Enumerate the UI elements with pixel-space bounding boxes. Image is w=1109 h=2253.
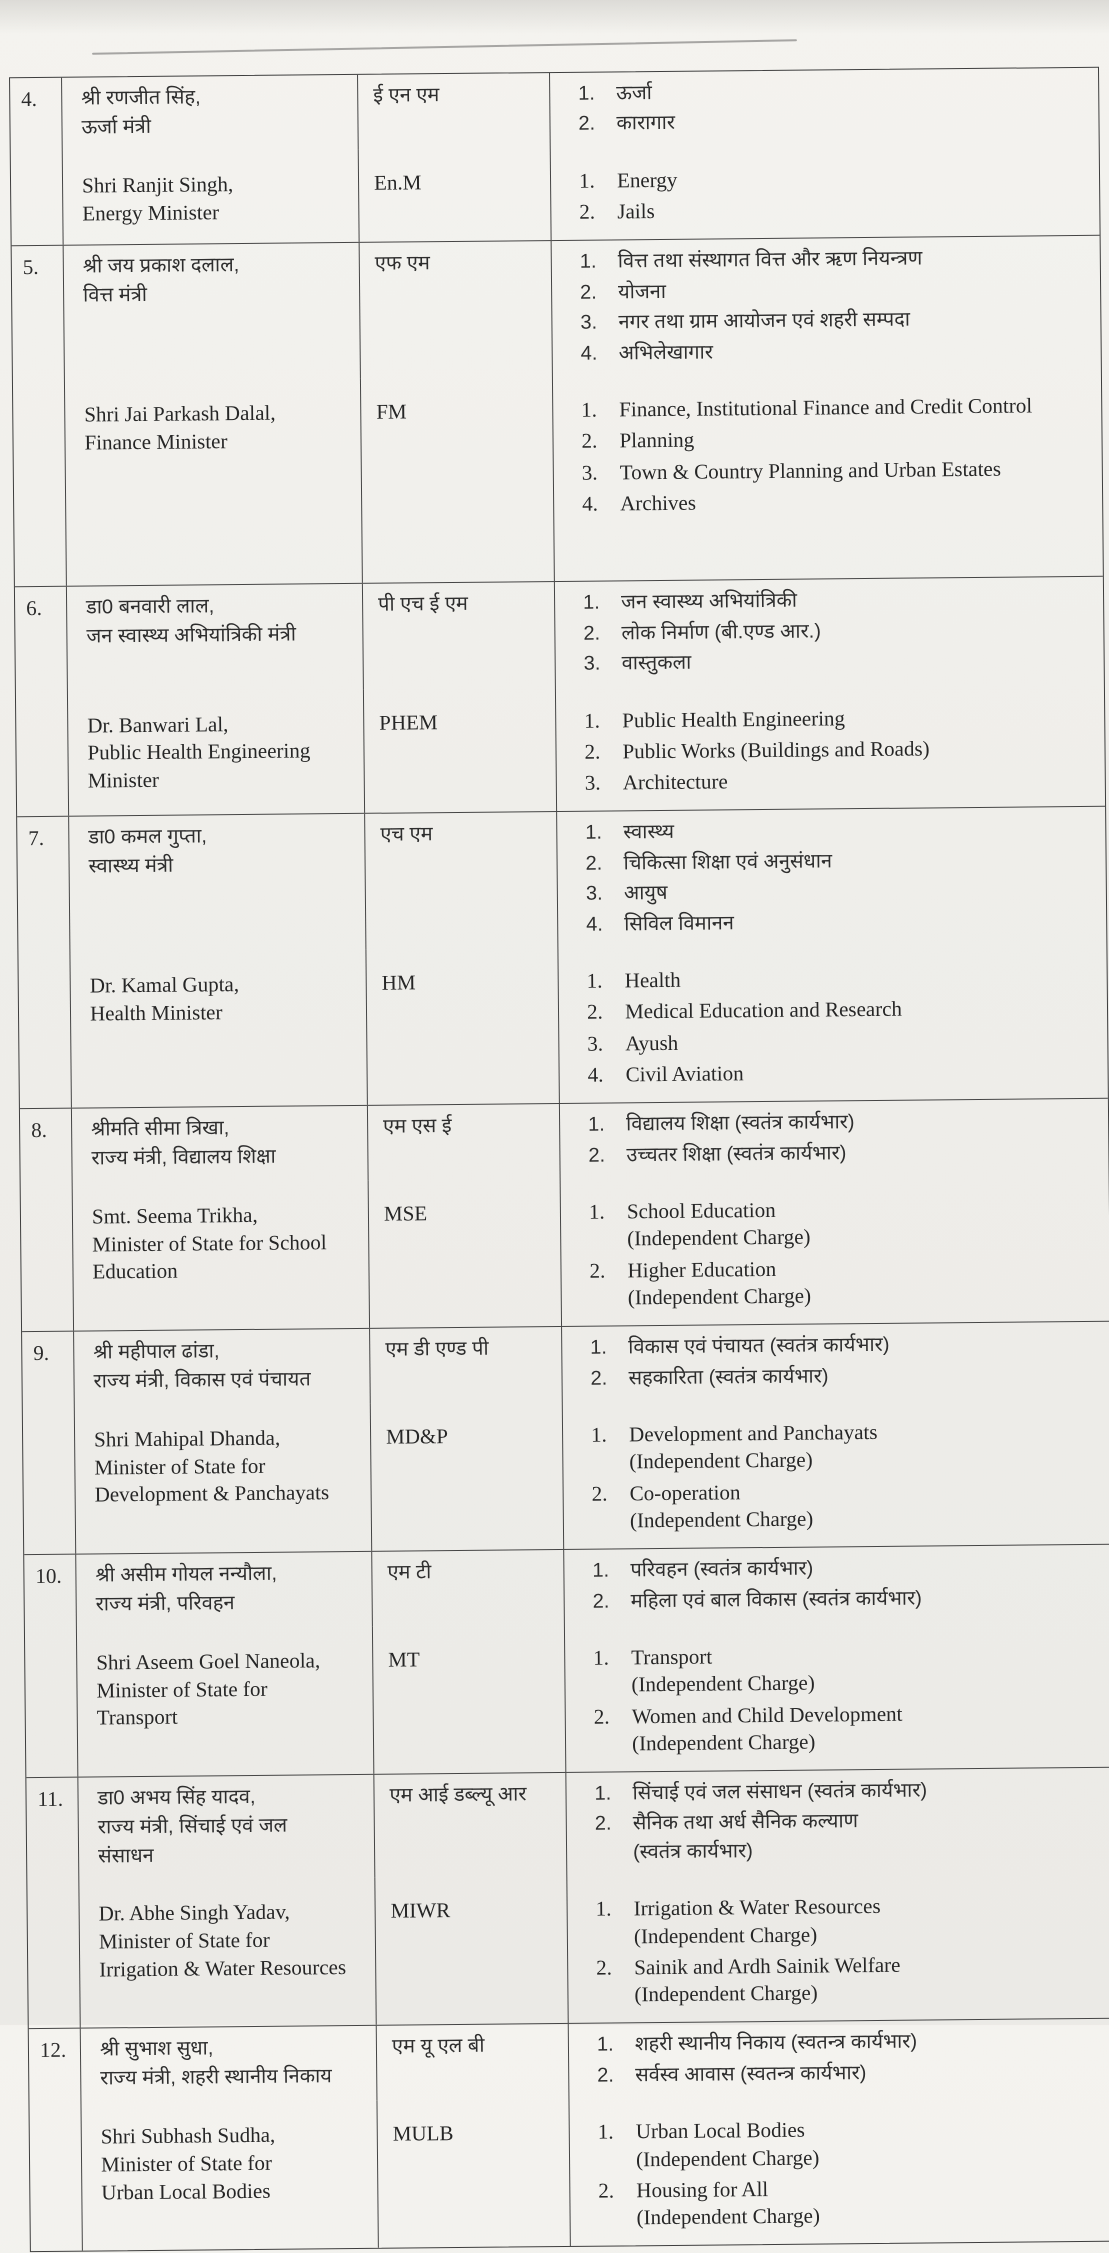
department-item: वित्त तथा संस्थागत वित्त और ऋण नियन्त्रण [617, 247, 923, 273]
departments-english-cell [553, 372, 1103, 582]
department-item: सर्वस्व आवास (स्वतन्त्र कार्यभार) [635, 2061, 867, 2087]
minister-name-english-cell [63, 150, 360, 245]
minister-row [12, 236, 1103, 587]
abbreviation-hindi-cell [372, 1550, 565, 1627]
serial-number: 9. [33, 1341, 50, 1366]
minister-row [22, 1322, 1109, 1555]
departments-hindi-cell [550, 68, 1099, 148]
departments-hindi-cell [555, 577, 1104, 687]
minister-name-hindi-cell [81, 2026, 378, 2104]
abbreviation-hindi: एच एम [380, 823, 433, 847]
department-item: Town & Country Planning and Urban Estates [619, 456, 1002, 484]
department-item: स्वास्थ्य [623, 821, 675, 844]
department-item: महिला एवं बाल विकास (स्वतंत्र कार्यभार) [630, 1587, 922, 1612]
department-item: ऊर्जा [616, 82, 653, 105]
serial-number-cell [24, 1555, 78, 1777]
minister-name-hindi: डा0 अभय सिंह यादव, राज्य मंत्री, सिंचाई एवं जल संसाधन [97, 1786, 288, 1868]
department-item: आयुष [623, 882, 668, 905]
department-item: School Education (Independent Charge) [626, 1197, 811, 1251]
departments-hindi-cell [562, 1322, 1109, 1402]
minister-name-english-cell [77, 1627, 374, 1777]
abbreviation-hindi: एफ एम [374, 252, 431, 276]
abbreviation-english: HM [381, 970, 416, 995]
minister-name-english: Shri Mahipal Dhanda, Minister of State for Development & Panchayats [93, 1425, 330, 1507]
department-item: विकास एवं पंचायत (स्वतंत्र कार्यभार) [628, 1333, 890, 1359]
serial-number-cell [15, 587, 69, 817]
minister-name-hindi: डा0 बनवारी लाल, जन स्वास्थ्य अभियांत्रिकी मंत्री [86, 595, 297, 648]
departments-english-list [579, 163, 1084, 226]
serial-number: 5. [22, 255, 39, 280]
minister-name-hindi: श्री जय प्रकाश दलाल, वित्त मंत्री [82, 254, 240, 307]
abbreviation-english-cell [364, 688, 557, 814]
departments-hindi-list [590, 1329, 1095, 1393]
departments-hindi-list [583, 584, 1088, 678]
abbreviation-english-cell [361, 377, 555, 583]
serial-number-cell [12, 246, 67, 586]
serial-number: 11. [37, 1786, 64, 1812]
serial-number-cell [29, 2029, 83, 2251]
departments-hindi-cell [552, 236, 1101, 377]
minister-name-hindi: श्री महीपाल ढांडा, राज्य मंत्री, विकास एवं पंचायत [93, 1340, 311, 1393]
departments-english-list [589, 1194, 1094, 1312]
abbreviation-hindi-cell [365, 812, 558, 949]
abbreviation-english: En.M [373, 170, 422, 195]
departments-english-list [591, 1417, 1096, 1535]
department-item: शहरी स्थानीय निकाय (स्वतन्त्र कार्यभार) [634, 2031, 918, 2056]
minister-name-hindi-cell [62, 75, 359, 153]
departments-hindi-cell [560, 1099, 1109, 1179]
minister-name-english-cell [70, 950, 367, 1108]
departments-english-list [587, 963, 1092, 1089]
abbreviation-hindi: एम यू एल बी [391, 2035, 485, 2059]
department-item: Architecture [622, 769, 728, 795]
minister-row [26, 1768, 1109, 2030]
minister-row [20, 1099, 1109, 1332]
serial-number-cell [26, 1778, 80, 2029]
abbreviation-hindi-cell [374, 1773, 567, 1878]
department-item: Public Health Engineering [622, 705, 846, 732]
minister-name-english-cell [81, 2101, 378, 2251]
scan-crease-line [92, 39, 797, 55]
serial-number: 4. [21, 86, 38, 112]
serial-number-cell [10, 78, 64, 246]
abbreviation-english-cell [359, 148, 552, 242]
department-item: Higher Education (Independent Charge) [627, 1256, 812, 1310]
abbreviation-english-cell [366, 948, 559, 1105]
abbreviation-english-cell [369, 1179, 562, 1328]
minister-name-english-cell [73, 1181, 370, 1331]
department-item: विद्यालय शिक्षा (स्वतंत्र कार्यभार) [626, 1111, 855, 1136]
department-item: कारागार [616, 112, 676, 135]
department-item: Jails [617, 199, 655, 224]
minister-name-english: Smt. Seema Trikha, Minister of State for School Education [91, 1202, 327, 1284]
department-item: Urban Local Bodies (Independent Charge) [635, 2117, 820, 2171]
minister-name-hindi-cell [69, 814, 366, 952]
abbreviation-hindi-cell [370, 1327, 563, 1404]
department-item: Archives [620, 490, 697, 516]
department-item: Planning [619, 427, 695, 453]
abbreviation-english-cell [375, 1876, 568, 2025]
abbreviation-hindi: एम एस ई [383, 1115, 452, 1138]
abbreviation-english: FM [376, 399, 407, 424]
departments-english-cell [551, 143, 1100, 241]
minister-name-english: Shri Subhash Sudha, Minister of State for Urban Local Bodies [100, 2123, 276, 2205]
departments-hindi-list [578, 75, 1083, 139]
departments-hindi-list [580, 243, 1085, 367]
departments-english-cell [569, 2094, 1109, 2246]
minister-name-hindi: डा0 कमल गुप्ता, स्वास्थ्य मंत्री [88, 825, 207, 878]
departments-english-cell [558, 943, 1107, 1103]
abbreviation-hindi: एम आई डब्ल्यू आर [389, 1783, 527, 1807]
department-item: योजना [618, 280, 667, 304]
abbreviation-english-cell [373, 1625, 566, 1774]
department-item: Housing for All (Independent Charge) [636, 2176, 821, 2230]
departments-hindi-cell [564, 1545, 1109, 1625]
minister-name-english: Shri Aseem Goel Naneola, Minister of State for Transport [96, 1648, 321, 1730]
abbreviation-hindi-cell [368, 1104, 561, 1181]
minister-name-hindi: श्रीमति सीमा त्रिखा, राज्य मंत्री, विद्यालय शिक्षा [91, 1117, 276, 1170]
minister-name-hindi-cell [78, 1775, 375, 1881]
department-item: चिकित्सा शिक्षा एवं अनुसंधान [623, 850, 833, 875]
department-item: परिवहन (स्वतंत्र कार्यभार) [630, 1557, 814, 1582]
abbreviation-english: MD&P [385, 1424, 449, 1449]
ministers-table [9, 67, 1109, 2253]
departments-english-cell [561, 1174, 1109, 1326]
abbreviation-english: MT [388, 1647, 420, 1672]
minister-name-hindi-cell [76, 1552, 373, 1630]
minister-row [24, 1545, 1109, 1778]
serial-number-cell [17, 817, 72, 1108]
minister-name-hindi-cell [74, 1329, 371, 1407]
department-item: जन स्वास्थ्य अभियांत्रिकी [620, 590, 798, 614]
minister-row [17, 807, 1108, 1109]
abbreviation-english-cell [377, 2099, 570, 2248]
departments-hindi-list [592, 1552, 1097, 1616]
department-item: अभिलेखागार [618, 341, 714, 364]
departments-english-cell [565, 1620, 1109, 1772]
minister-name-english: Shri Ranjit Singh, Energy Minister [81, 171, 234, 226]
department-item: Civil Aviation [625, 1061, 744, 1087]
department-item: Co-operation (Independent Charge) [629, 1479, 814, 1533]
abbreviation-english: MIWR [390, 1898, 451, 1923]
department-item: Irrigation & Water Resources (Independent Charge) [633, 1894, 881, 1948]
minister-name-hindi-cell [67, 584, 364, 692]
department-item: सहकारिता (स्वतंत्र कार्यभार) [628, 1364, 829, 1389]
departments-hindi-cell [566, 1768, 1109, 1876]
departments-english-cell [563, 1397, 1109, 1549]
departments-english-list [598, 2114, 1103, 2232]
abbreviation-english: MULB [392, 2121, 454, 2146]
minister-row [15, 577, 1105, 817]
minister-name-english: Dr. Banwari Lal, Public Health Engineering Minister [87, 711, 311, 793]
abbreviation-english: MSE [383, 1201, 428, 1226]
serial-number: 8. [31, 1118, 47, 1143]
minister-name-hindi: श्री असीम गोयल नन्यौला, राज्य मंत्री, परिवहन [95, 1562, 278, 1616]
department-item: लोक निर्माण (बी.एण्ड आर.) [621, 620, 822, 645]
department-item: Public Works (Buildings and Roads) [622, 736, 930, 764]
department-item: Transport (Independent Charge) [631, 1644, 815, 1697]
department-item: Women and Child Development (Independent Charge) [631, 1701, 903, 1756]
minister-name-hindi-cell [64, 243, 361, 381]
department-item: सैनिक तथा अर्ध सैनिक कल्याण (स्वतंत्र कार्यभार) [632, 1810, 859, 1864]
abbreviation-hindi-cell [360, 241, 553, 378]
serial-number-cell [22, 1332, 76, 1554]
abbreviation-hindi: एम डी एण्ड पी [385, 1337, 489, 1361]
minister-name-english-cell [75, 1404, 372, 1554]
minister-name-hindi-cell [72, 1106, 369, 1184]
departments-english-list [596, 1891, 1101, 2009]
minister-name-english: Dr. Kamal Gupta, Health Minister [89, 972, 240, 1026]
departments-hindi-list [588, 1106, 1093, 1170]
department-item: वास्तुकला [621, 651, 692, 675]
serial-number: 7. [28, 826, 45, 851]
serial-number: 12. [39, 2038, 67, 2063]
department-item: Medical Education and Research [624, 997, 903, 1024]
departments-english-cell [556, 682, 1105, 811]
department-item: सिविल विमानन [624, 911, 735, 935]
abbreviation-hindi-cell [377, 2024, 570, 2101]
serial-number: 10. [35, 1563, 62, 1589]
serial-number-cell [20, 1109, 74, 1331]
department-item: नगर तथा ग्राम आयोजन एवं शहरी सम्पदा [618, 308, 911, 334]
minister-name-english: Dr. Abhe Singh Yadav, Minister of State for Irrigation & Water Resources [98, 1899, 347, 1982]
departments-english-list [581, 392, 1086, 518]
minister-name-english-cell [68, 689, 365, 816]
departments-hindi-cell [557, 807, 1106, 948]
minister-name-english: Shri Jai Parkash Dalal, Finance Minister [84, 400, 276, 455]
abbreviation-english: PHEM [379, 709, 438, 735]
department-item: Sainik and Ardh Sainik Welfare (Independent Charge) [634, 1952, 901, 2007]
department-item: Finance, Institutional Finance and Credit Control [619, 393, 1033, 422]
departments-hindi-cell [569, 2019, 1109, 2099]
serial-number: 6. [26, 596, 42, 621]
abbreviation-hindi-cell [363, 582, 556, 689]
department-item: Ayush [625, 1030, 679, 1055]
department-item: सिंचाई एवं जल संसाधन (स्वतंत्र कार्यभार) [632, 1779, 928, 1805]
scan-edge-shadow [0, 0, 1109, 34]
abbreviation-english-cell [371, 1402, 564, 1551]
minister-name-english-cell [79, 1878, 376, 2028]
department-item: उच्चतर शिक्षा (स्वतंत्र कार्यभार) [626, 1141, 847, 1166]
minister-row [29, 2019, 1109, 2251]
departments-english-list [593, 1640, 1098, 1758]
departments-hindi-list [585, 814, 1090, 938]
abbreviation-hindi-cell [358, 73, 551, 150]
abbreviation-hindi: पी एच ई एम [378, 593, 469, 617]
abbreviation-hindi: ई एन एम [373, 84, 440, 107]
department-item: Development and Panchayats (Independent Charge) [628, 1419, 878, 1474]
minister-name-hindi: श्री रणजीत सिंह, ऊर्जा मंत्री [81, 86, 201, 139]
department-item: Health [624, 967, 681, 993]
minister-name-english-cell [65, 379, 363, 586]
departments-english-cell [567, 1871, 1109, 2023]
departments-hindi-list [597, 2026, 1102, 2090]
departments-english-list [584, 702, 1089, 797]
minister-name-hindi: श्री सुभाश सुधा, राज्य मंत्री, शहरी स्थानीय निकाय [99, 2037, 332, 2090]
abbreviation-hindi: एम टी [387, 1561, 432, 1584]
minister-row [10, 68, 1100, 247]
departments-hindi-list [594, 1775, 1099, 1867]
department-item: Energy [616, 167, 678, 193]
